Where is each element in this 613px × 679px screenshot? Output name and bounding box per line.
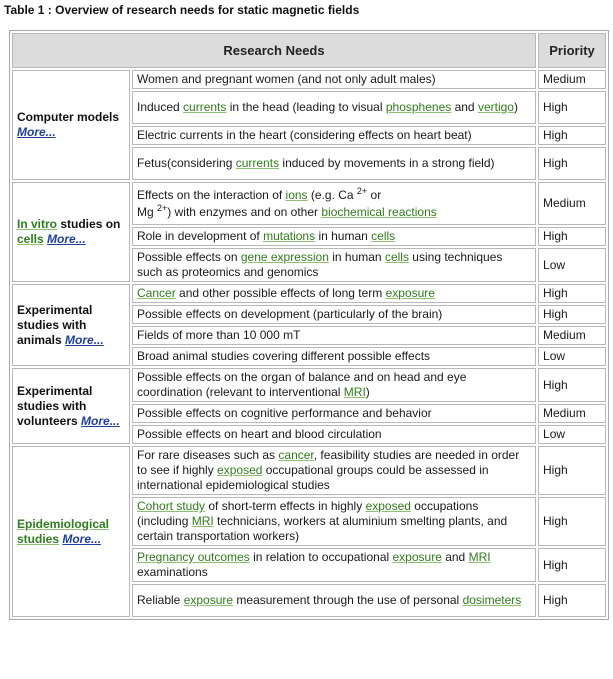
table-row xyxy=(12,284,606,303)
priority-cell: High xyxy=(538,284,606,303)
link-mri[interactable]: MRI xyxy=(191,514,214,528)
need-text: Electric currents in the heart (considering effects on heart beat) xyxy=(137,128,472,142)
header-row xyxy=(12,33,606,68)
table-row xyxy=(12,182,606,225)
priority-cell: Low xyxy=(538,248,606,282)
need-text: Possible effects on the organ of balance and on head and eye coordination (relevant to interventional xyxy=(137,370,467,399)
need-text: ) with enzymes and on other xyxy=(167,204,322,219)
need-text: and xyxy=(451,100,478,114)
link-ions[interactable]: ions xyxy=(285,187,308,202)
category-computer-models xyxy=(12,70,130,180)
need-text: , feasibility studies are needed in order to see if highly xyxy=(137,448,520,477)
header-priority: Priority xyxy=(538,33,606,68)
link-phosphenes[interactable]: phosphenes xyxy=(385,100,452,114)
need-text: and xyxy=(441,550,469,564)
more-link-computer-models[interactable]: More... xyxy=(17,125,56,139)
more-link-animals[interactable]: More... xyxy=(65,332,104,347)
table-row xyxy=(12,446,606,495)
table-row xyxy=(12,70,606,89)
priority-cell: Medium xyxy=(538,404,606,423)
need-text: occupations (including xyxy=(137,499,479,528)
need-text: Fetus(considering xyxy=(137,156,236,170)
link-vertigo[interactable]: vertigo xyxy=(477,100,514,114)
research-needs-table xyxy=(9,30,609,620)
link-in-vitro[interactable]: In vitro xyxy=(17,217,58,231)
need-cell xyxy=(132,182,536,225)
priority-cell: High xyxy=(538,497,606,546)
link-pregnancy-outcomes[interactable]: Pregnancy outcomes xyxy=(137,550,250,564)
link-currents[interactable]: currents xyxy=(183,100,227,114)
need-text: (e.g. Ca xyxy=(307,187,357,202)
need-cell xyxy=(132,126,536,145)
need-cell xyxy=(132,347,536,366)
need-cell xyxy=(132,326,536,345)
need-text: Women and pregnant women (and not only adult males) xyxy=(137,72,436,86)
need-text: in relation to occupational xyxy=(249,550,393,564)
link-gene-expression[interactable]: gene expression xyxy=(240,250,329,264)
category-in-vitro xyxy=(12,182,130,282)
need-text: Fields of more than 10 000 mT xyxy=(137,328,301,342)
need-text: ) xyxy=(513,100,518,114)
need-text: and other possible effects of long term xyxy=(175,286,386,300)
need-text: Mg xyxy=(137,204,158,219)
link-cells[interactable]: cells xyxy=(17,232,44,246)
link-cancer[interactable]: cancer xyxy=(278,448,314,462)
need-text: Role in development of xyxy=(137,229,264,243)
need-text: Possible effects on heart and blood circulation xyxy=(137,427,382,441)
link-epidemiological-studies[interactable]: Epidemiological studies xyxy=(17,516,110,546)
priority-cell: High xyxy=(538,446,606,495)
superscript: 2+ xyxy=(356,185,368,196)
link-exposure[interactable]: exposure xyxy=(392,550,442,564)
link-mutations[interactable]: mutations xyxy=(263,229,316,243)
priority-cell: High xyxy=(538,584,606,617)
link-exposed[interactable]: exposed xyxy=(217,463,263,477)
category-label: studies on xyxy=(57,217,121,231)
priority-cell: High xyxy=(538,368,606,402)
priority-cell: Medium xyxy=(538,182,606,225)
need-cell xyxy=(132,425,536,444)
need-text: in human xyxy=(328,250,385,264)
need-cell xyxy=(132,446,536,495)
link-mri[interactable]: MRI xyxy=(468,550,491,564)
priority-cell: Low xyxy=(538,425,606,444)
need-text: Possible effects on development (particularly of the brain) xyxy=(137,307,443,321)
need-cell xyxy=(132,584,536,617)
need-cell xyxy=(132,497,536,546)
category-volunteers xyxy=(12,368,130,444)
need-text: or xyxy=(367,187,382,202)
need-text: Effects on the interaction of xyxy=(137,187,286,202)
category-label: Computer models xyxy=(17,110,120,124)
link-cells[interactable]: cells xyxy=(371,229,396,243)
need-text: in human xyxy=(315,229,372,243)
need-cell xyxy=(132,284,536,303)
need-text: Possible effects on xyxy=(137,250,241,264)
link-cohort-study[interactable]: Cohort study xyxy=(137,499,206,513)
category-label: Experimental studies with animals xyxy=(17,302,93,347)
more-link-epidemiological[interactable]: More... xyxy=(62,531,102,546)
need-cell xyxy=(132,70,536,89)
category-epidemiological xyxy=(12,446,130,617)
table-caption: Table 1 : Overview of research needs for static magnetic fields xyxy=(4,3,360,17)
priority-cell: High xyxy=(538,305,606,324)
link-dosimeters[interactable]: dosimeters xyxy=(462,593,522,607)
need-text: using techniques such as proteomics and genomics xyxy=(137,250,503,279)
priority-cell: High xyxy=(538,548,606,582)
more-link-volunteers[interactable]: More... xyxy=(81,413,120,428)
priority-cell: High xyxy=(538,227,606,246)
need-cell xyxy=(132,227,536,246)
link-biochemical-reactions[interactable]: biochemical reactions xyxy=(321,204,437,219)
link-cells[interactable]: cells xyxy=(384,250,409,264)
need-text: Reliable xyxy=(137,593,184,607)
link-cancer[interactable]: Cancer xyxy=(137,286,176,300)
need-cell xyxy=(132,91,536,124)
priority-cell: Medium xyxy=(538,70,606,89)
link-currents[interactable]: currents xyxy=(235,156,280,170)
need-text: induced by movements in a strong field) xyxy=(279,156,495,170)
need-text: Induced xyxy=(137,100,184,114)
need-text: of short-term effects in highly xyxy=(205,499,366,513)
superscript: 2+ xyxy=(157,202,168,213)
priority-cell: High xyxy=(538,147,606,180)
link-mri[interactable]: MRI xyxy=(343,385,366,399)
need-text: For rare diseases such as xyxy=(137,448,279,462)
need-text: in the head (leading to visual xyxy=(226,100,386,114)
category-label: Experimental studies with volunteers xyxy=(17,383,93,428)
table-row xyxy=(12,368,606,402)
need-text: occupational groups could be assessed in international epidemiological studies xyxy=(137,463,489,492)
need-text: ) xyxy=(365,385,370,399)
need-text: technicians, workers at aluminium smelting plants, and certain transportation workers) xyxy=(137,514,508,543)
priority-cell: Low xyxy=(538,347,606,366)
need-cell xyxy=(132,404,536,423)
priority-cell: High xyxy=(538,91,606,124)
need-text: Broad animal studies covering different possible effects xyxy=(137,349,431,363)
need-text: Possible effects on cognitive performance and behavior xyxy=(137,406,432,420)
need-cell xyxy=(132,248,536,282)
need-text: examinations xyxy=(137,565,208,579)
need-cell xyxy=(132,368,536,402)
more-link-in-vitro[interactable]: More... xyxy=(47,232,86,246)
need-cell xyxy=(132,305,536,324)
priority-cell: High xyxy=(538,126,606,145)
priority-cell: Medium xyxy=(538,326,606,345)
link-exposed[interactable]: exposed xyxy=(365,499,411,513)
need-cell xyxy=(132,147,536,180)
need-text: measurement through the use of personal xyxy=(233,593,463,607)
link-exposure[interactable]: exposure xyxy=(385,286,435,300)
category-animals xyxy=(12,284,130,366)
need-cell xyxy=(132,548,536,582)
link-exposure[interactable]: exposure xyxy=(183,593,234,607)
header-research-needs: Research Needs xyxy=(12,33,536,68)
